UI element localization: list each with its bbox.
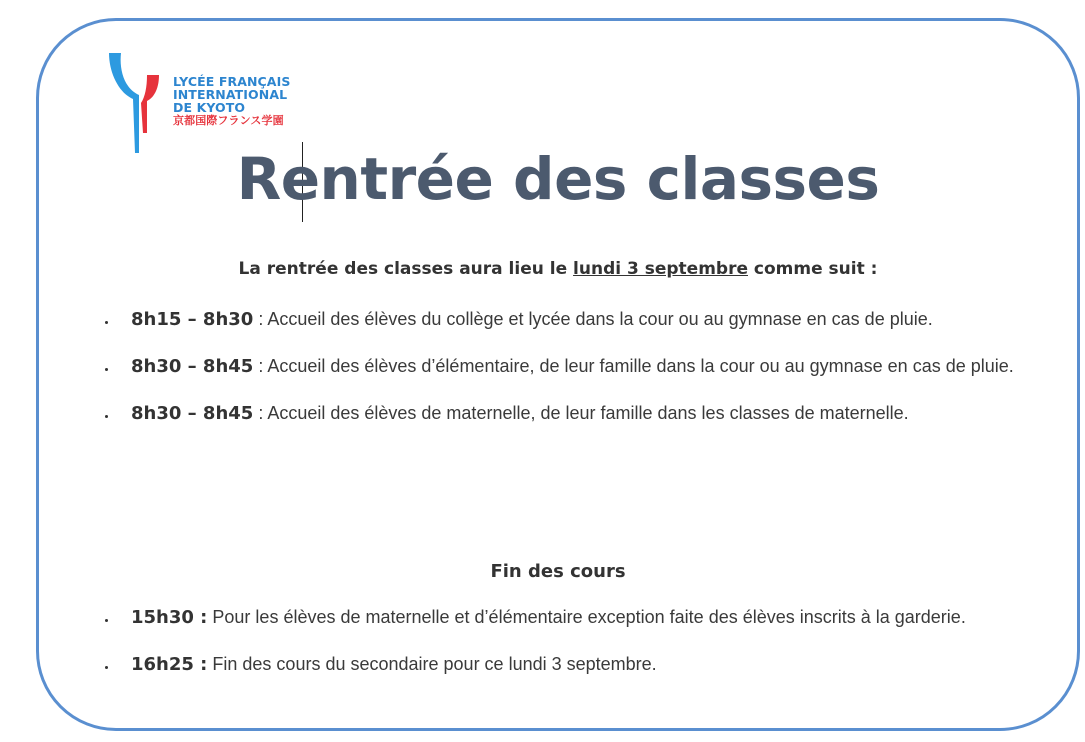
list-item (105, 354, 1035, 379)
end-section-title: Fin des cours (490, 561, 626, 582)
intro-after: comme suit : (748, 259, 878, 279)
intro-line (39, 259, 1077, 279)
school-logo (109, 53, 299, 153)
logo-text-line2: INTERNATIONAL (173, 87, 288, 102)
logo-text-line1: LYCÉE FRANÇAIS (173, 74, 291, 89)
item-sep: : (253, 309, 268, 329)
item-time: 16h25 : (131, 654, 208, 675)
bullet-icon (105, 368, 108, 371)
bullet-icon (105, 666, 108, 669)
item-sep: : (253, 356, 268, 376)
bullet-icon (105, 415, 108, 418)
item-text: Fin des cours du secondaire pour ce lundi 3 septembre. (212, 654, 657, 674)
intro-before: La rentrée des classes aura lieu le (238, 259, 574, 279)
list-item (105, 605, 1035, 630)
item-time: 8h15 – 8h30 (131, 309, 254, 330)
item-time: 8h30 – 8h45 (131, 403, 254, 424)
item-text: Accueil des élèves d’élémentaire, de leur famille dans la cour ou au gymnase en cas de pluie. (267, 356, 1014, 376)
intro-date: lundi 3 septembre (573, 259, 748, 279)
logo-emblem-icon (109, 53, 169, 153)
list-item (105, 652, 1035, 677)
page-title: Rentrée des classes (236, 145, 880, 213)
bullet-icon (105, 321, 108, 324)
item-sep: : (253, 403, 268, 423)
end-schedule-list (105, 605, 1035, 699)
item-text: Accueil des élèves de maternelle, de leur famille dans les classes de maternelle. (267, 403, 909, 423)
list-item (105, 307, 1035, 332)
schedule-list (105, 307, 1035, 448)
logo-text-japanese: 京都国際フランス学園 (173, 114, 284, 127)
logo-text-line3: DE KYOTO (173, 100, 246, 115)
list-item (105, 401, 1035, 426)
item-text: Accueil des élèves du collège et lycée dans la cour ou au gymnase en cas de pluie. (267, 309, 933, 329)
item-time: 8h30 – 8h45 (131, 356, 254, 377)
item-text: Pour les élèves de maternelle et d’élémentaire exception faite des élèves inscrits à la garderie. (212, 607, 966, 627)
item-time: 15h30 : (131, 607, 208, 628)
document-frame (36, 18, 1080, 731)
bullet-icon (105, 619, 108, 622)
